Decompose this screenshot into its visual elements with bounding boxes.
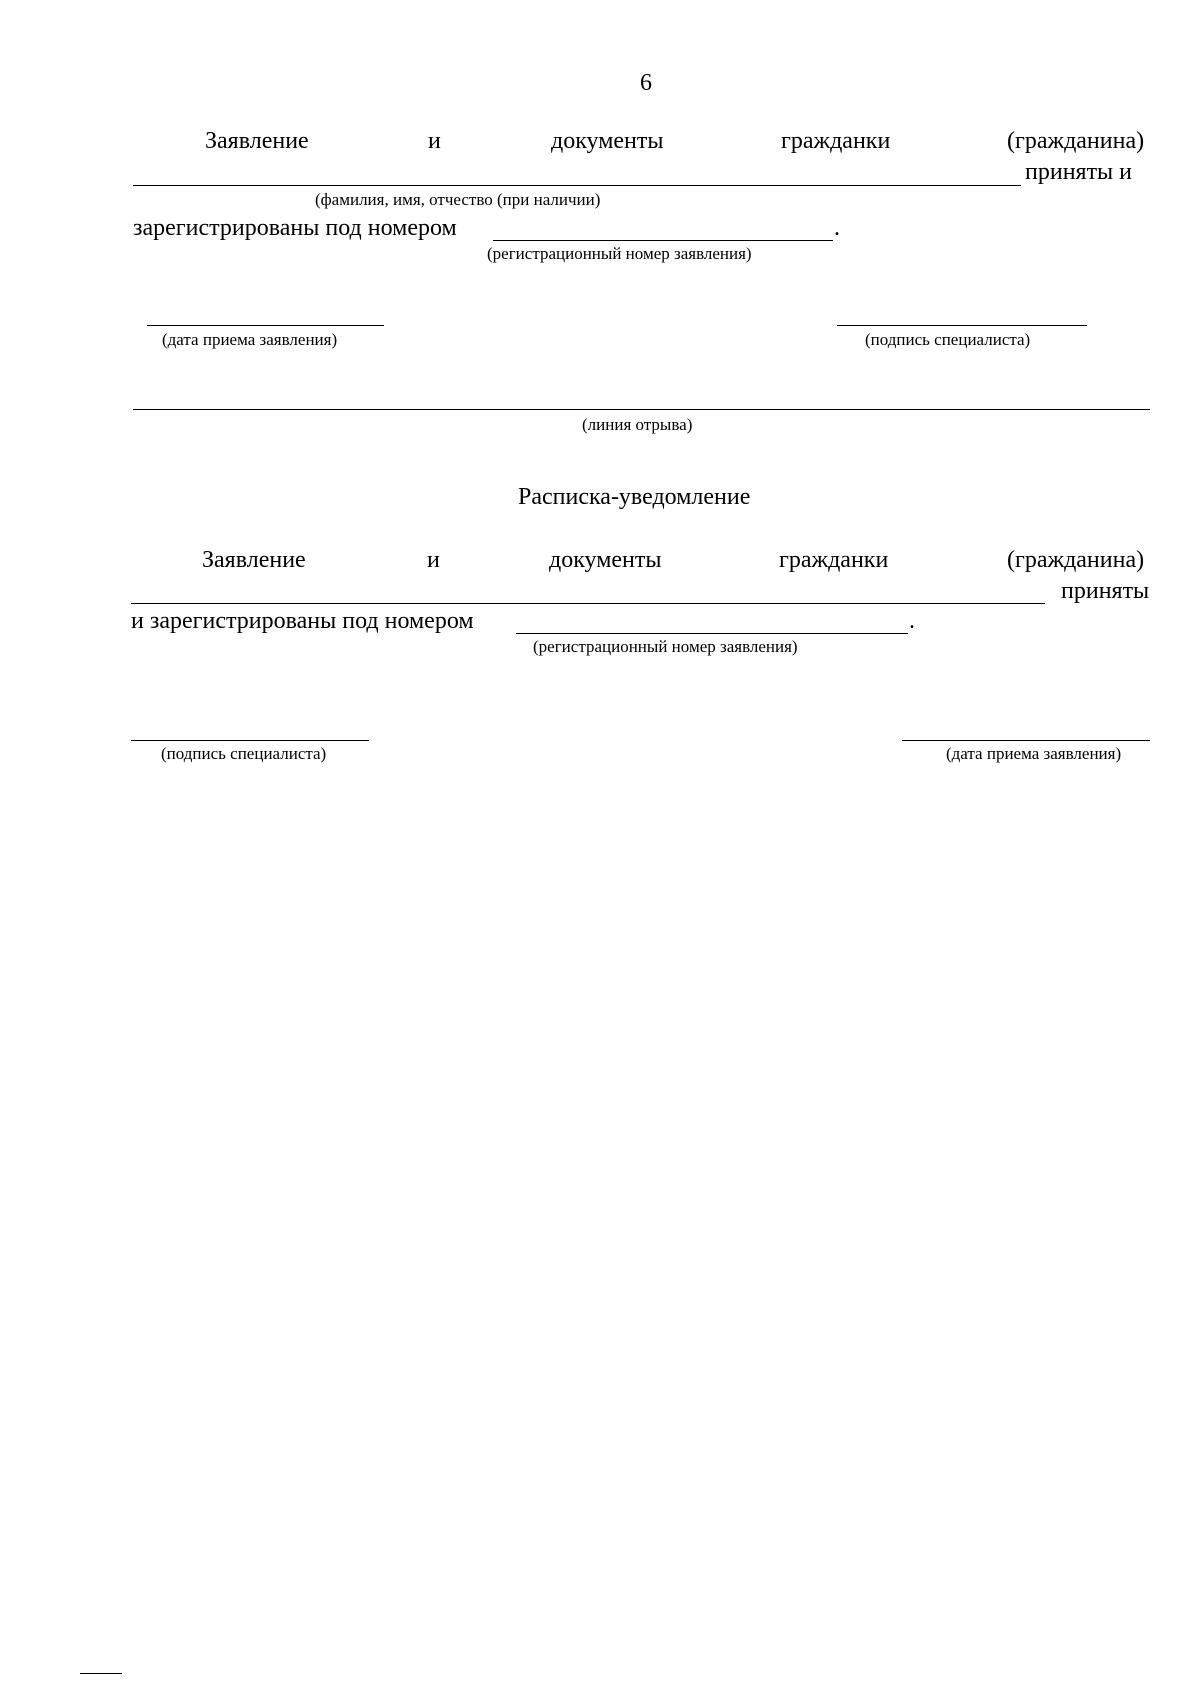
s2-regnum-line bbox=[516, 633, 908, 634]
s1-date-caption: (дата приема заявления) bbox=[162, 330, 338, 349]
s1-name-line bbox=[133, 185, 1021, 186]
page-number: 6 bbox=[640, 70, 652, 96]
s2-signature-line bbox=[131, 740, 369, 741]
footnote-separator bbox=[80, 1673, 122, 1674]
s2-regnum-caption: (регистрационный номер заявления) bbox=[533, 637, 798, 656]
s1-dot: . bbox=[834, 215, 840, 241]
s2-word-citizen-m: (гражданина) bbox=[1007, 547, 1145, 573]
s1-word-and: и bbox=[428, 128, 441, 154]
s2-word-citizen-f: гражданки bbox=[779, 547, 889, 573]
s2-date-line bbox=[902, 740, 1150, 741]
s1-word-citizen-f: гражданки bbox=[781, 128, 891, 154]
s1-signature-line bbox=[837, 325, 1087, 326]
s2-accepted: приняты bbox=[1061, 578, 1150, 604]
tear-caption: (линия отрыва) bbox=[582, 415, 693, 434]
s2-dot: . bbox=[909, 608, 915, 634]
s1-word-documents: документы bbox=[551, 128, 664, 154]
s1-name-caption: (фамилия, имя, отчество (при наличии) bbox=[315, 190, 601, 209]
s2-word-statement: Заявление bbox=[202, 547, 306, 573]
s1-word-citizen-m: (гражданина) bbox=[1007, 128, 1145, 154]
s2-word-and: и bbox=[427, 547, 440, 573]
s1-registered-label: зарегистрированы под номером bbox=[133, 215, 457, 241]
s2-signature-caption: (подпись специалиста) bbox=[161, 744, 327, 763]
s1-word-statement: Заявление bbox=[205, 128, 309, 154]
s2-word-documents: документы bbox=[549, 547, 662, 573]
s1-accepted: приняты и bbox=[1025, 159, 1133, 185]
s2-name-line bbox=[131, 603, 1045, 604]
s1-regnum-line bbox=[493, 240, 833, 241]
s1-date-line bbox=[147, 325, 384, 326]
s1-signature-caption: (подпись специалиста) bbox=[865, 330, 1031, 349]
s1-regnum-caption: (регистрационный номер заявления) bbox=[487, 244, 752, 263]
s2-date-caption: (дата приема заявления) bbox=[946, 744, 1122, 763]
tear-line bbox=[133, 409, 1150, 410]
s2-registered-label: и зарегистрированы под номером bbox=[131, 608, 474, 634]
s2-title: Расписка-уведомление bbox=[518, 484, 751, 510]
